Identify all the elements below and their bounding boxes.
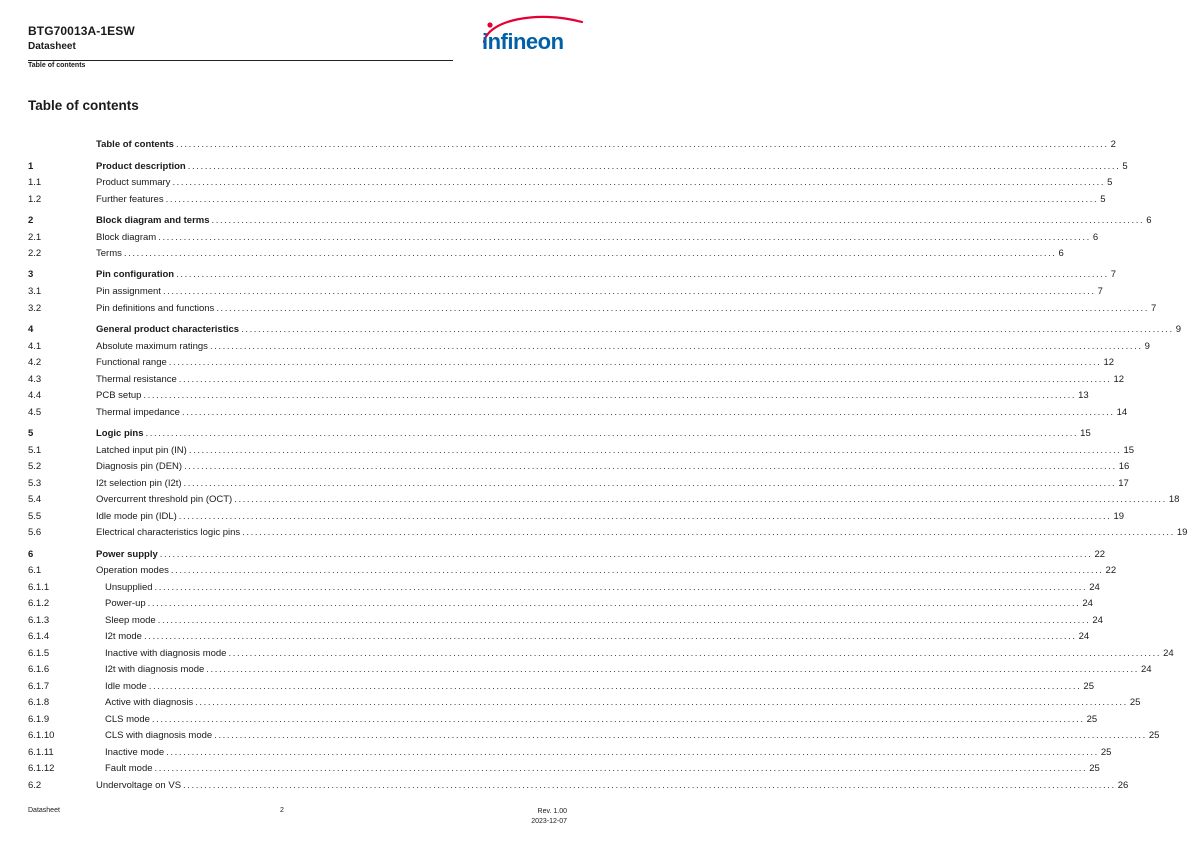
toc-entry[interactable] xyxy=(28,779,1129,792)
toc-entry-title: Functional range xyxy=(96,357,167,368)
toc-leader-dots: ............................................................................................................................................................................................................................ xyxy=(187,161,1121,172)
toc-entry-number: 6 xyxy=(28,549,34,560)
toc-leader-dots: ............................................................................................................................................................................................................................ xyxy=(123,248,1057,259)
toc-entry-title: Sleep mode xyxy=(105,615,156,626)
toc-entry[interactable] xyxy=(28,597,1093,610)
toc-entry[interactable] xyxy=(28,373,1125,386)
toc-leader-dots: ............................................................................................................................................................................................................................ xyxy=(158,232,1091,243)
toc-entry-number: 4.2 xyxy=(28,357,42,368)
toc-leader-dots: ............................................................................................................................................................................................................................ xyxy=(241,324,1174,335)
toc-leader-dots: ............................................................................................................................................................................................................................ xyxy=(242,527,1175,538)
toc-entry-page: 25 xyxy=(1100,747,1112,758)
toc-leader-dots: ............................................................................................................................................................................................................................ xyxy=(172,177,1106,188)
toc-entry-number: 4.3 xyxy=(28,374,42,385)
toc-entry[interactable] xyxy=(28,214,1152,227)
toc-entry-number: 6.1.7 xyxy=(28,681,50,692)
toc-leader-dots: ............................................................................................................................................................................................................................ xyxy=(183,478,1117,489)
toc-entry-number: 3.1 xyxy=(28,286,42,297)
toc-entry[interactable] xyxy=(28,444,1135,457)
toc-entry-title: Table of contents xyxy=(96,139,174,150)
toc-entry-page: 15 xyxy=(1080,428,1091,439)
toc-entry-number: 5.1 xyxy=(28,445,42,456)
toc-entry-number: 1 xyxy=(28,161,34,172)
toc-entry[interactable] xyxy=(28,460,1130,473)
toc-entry-page: 19 xyxy=(1176,527,1187,538)
toc-leader-dots: ............................................................................................................................................................................................................................ xyxy=(148,681,1082,692)
toc-entry-title: Undervoltage on VS xyxy=(96,780,182,791)
toc-entry-title: Unsupplied xyxy=(105,582,153,593)
toc-entry-page: 22 xyxy=(1094,549,1106,560)
toc-entry-page: 24 xyxy=(1089,582,1100,593)
toc-entry-number: 4.4 xyxy=(28,390,42,401)
toc-leader-dots: ............................................................................................................................................................................................................................ xyxy=(211,215,1145,226)
toc-leader-dots: ............................................................................................................................................................................................................................ xyxy=(183,780,1116,791)
toc-entry[interactable] xyxy=(28,231,1099,244)
toc-entry-page: 13 xyxy=(1078,390,1089,401)
toc-entry-title: I2t selection pin (I2t) xyxy=(96,478,182,489)
footer-doc-type: Datasheet xyxy=(28,807,60,814)
toc-entry-number: 6.1.5 xyxy=(28,648,50,659)
toc-entry[interactable] xyxy=(28,493,1180,506)
toc-entry[interactable] xyxy=(28,696,1141,709)
footer-revision: Rev. 1.00 xyxy=(537,808,567,815)
toc-entry[interactable] xyxy=(28,548,1106,561)
svg-text:infineon: infineon xyxy=(482,29,564,54)
toc-entry-title: Inactive mode xyxy=(105,747,165,758)
toc-entry-number: 6.1.1 xyxy=(28,582,50,593)
toc-entry[interactable] xyxy=(28,526,1187,539)
toc-entry-title: Block diagram and terms xyxy=(96,215,210,226)
toc-entry[interactable] xyxy=(28,647,1174,660)
toc-entry[interactable] xyxy=(28,564,1117,577)
toc-entry-title: Logic pins xyxy=(96,428,144,439)
toc-entry-title: Product description xyxy=(96,161,186,172)
toc-entry[interactable] xyxy=(28,389,1089,402)
toc-entry-page: 6 xyxy=(1092,232,1099,243)
toc-leader-dots: ............................................................................................................................................................................................................................ xyxy=(195,697,1128,708)
toc-entry-title: Thermal resistance xyxy=(96,374,177,385)
toc-entry[interactable] xyxy=(28,160,1128,173)
toc-leader-dots: ............................................................................................................................................................................................................................ xyxy=(234,494,1167,505)
footer-page-number: 2 xyxy=(280,807,284,814)
toc-entry-title: Terms xyxy=(96,248,122,259)
page-title: Table of contents xyxy=(28,98,139,113)
toc-entry[interactable] xyxy=(28,663,1152,676)
toc-entry-page: 24 xyxy=(1140,664,1152,675)
toc-entry-number: 6.1.6 xyxy=(28,664,50,675)
toc-leader-dots: ............................................................................................................................................................................................................................ xyxy=(178,374,1112,385)
toc-entry[interactable] xyxy=(28,285,1103,298)
toc-entry[interactable] xyxy=(28,356,1115,369)
footer-date: 2023-12-07 xyxy=(531,818,567,825)
toc-entry-page: 24 xyxy=(1163,648,1174,659)
toc-entry-page: 7 xyxy=(1150,303,1157,314)
toc-entry-page: 12 xyxy=(1103,357,1115,368)
toc-entry-page: 24 xyxy=(1092,615,1103,626)
toc-entry-title: Block diagram xyxy=(96,232,157,243)
toc-leader-dots: ............................................................................................................................................................................................................................ xyxy=(181,407,1115,418)
toc-entry[interactable] xyxy=(28,581,1100,594)
toc-entry-number: 4.5 xyxy=(28,407,42,418)
toc-leader-dots: ............................................................................................................................................................................................................................ xyxy=(214,730,1147,741)
toc-entry[interactable] xyxy=(28,713,1098,726)
toc-entry-page: 7 xyxy=(1097,286,1103,297)
toc-entry-page: 6 xyxy=(1146,215,1152,226)
toc-leader-dots: ............................................................................................................................................................................................................................ xyxy=(188,445,1122,456)
toc-leader-dots: ............................................................................................................................................................................................................................ xyxy=(147,598,1081,609)
document-product-name: BTG70013A-1ESW xyxy=(28,24,135,38)
toc-entry-title: Idle mode xyxy=(105,681,147,692)
toc-entry-number: 6.1.3 xyxy=(28,615,50,626)
toc-entry-title: Thermal impedance xyxy=(96,407,180,418)
toc-entry-page: 2 xyxy=(1110,139,1116,150)
toc-entry-page: 17 xyxy=(1118,478,1129,489)
toc-leader-dots: ............................................................................................................................................................................................................................ xyxy=(228,648,1162,659)
toc-entry-title: Idle mode pin (IDL) xyxy=(96,511,177,522)
toc-entry-number: 6.1 xyxy=(28,565,42,576)
toc-entry-page: 18 xyxy=(1168,494,1180,505)
toc-entry-number: 6.2 xyxy=(28,780,42,791)
toc-leader-dots: ............................................................................................................................................................................................................................ xyxy=(168,357,1102,368)
toc-entry-number: 2 xyxy=(28,215,34,226)
toc-entry[interactable] xyxy=(28,247,1064,260)
footer-revision-block xyxy=(531,807,567,827)
toc-entry-page: 6 xyxy=(1058,248,1064,259)
document-type: Datasheet xyxy=(28,41,76,52)
toc-entry-title: Active with diagnosis xyxy=(105,697,194,708)
toc-entry-title: I2t with diagnosis mode xyxy=(105,664,205,675)
toc-entry-number: 4 xyxy=(28,324,34,335)
toc-entry-title: Pin configuration xyxy=(96,269,175,280)
toc-entry-title: Diagnosis pin (DEN) xyxy=(96,461,183,472)
header-section-name: Table of contents xyxy=(28,62,86,69)
toc-leader-dots: ............................................................................................................................................................................................................................ xyxy=(162,286,1096,297)
toc-entry-number: 5.6 xyxy=(28,527,42,538)
toc-leader-dots: ............................................................................................................................................................................................................................ xyxy=(151,714,1085,725)
toc-entry-page: 12 xyxy=(1113,374,1125,385)
toc-entry-title: General product characteristics xyxy=(96,324,240,335)
toc-leader-dots: ............................................................................................................................................................................................................................ xyxy=(143,631,1077,642)
toc-leader-dots: ............................................................................................................................................................................................................................ xyxy=(209,341,1143,352)
toc-entry-title: Product summary xyxy=(96,177,171,188)
toc-entry-page: 25 xyxy=(1148,730,1160,741)
toc-entry-title: Electrical characteristics logic pins xyxy=(96,527,241,538)
toc-entry-page: 19 xyxy=(1113,511,1125,522)
toc-entry-number: 5.5 xyxy=(28,511,42,522)
toc-entry[interactable] xyxy=(28,323,1182,336)
toc-entry-title: Power supply xyxy=(96,549,158,560)
toc-entry-number: 5.4 xyxy=(28,494,42,505)
toc-entry-number: 3.2 xyxy=(28,303,42,314)
toc-entry-page: 14 xyxy=(1116,407,1128,418)
toc-entry[interactable] xyxy=(28,762,1100,775)
toc-leader-dots: ............................................................................................................................................................................................................................ xyxy=(216,303,1149,314)
toc-entry[interactable] xyxy=(28,510,1125,523)
toc-entry-title: Further features xyxy=(96,194,164,205)
toc-entry[interactable] xyxy=(28,268,1117,281)
toc-entry[interactable] xyxy=(28,302,1157,315)
toc-entry-number: 6.1.9 xyxy=(28,714,50,725)
toc-entry-number: 6.1.10 xyxy=(28,730,55,741)
toc-entry-number: 2.2 xyxy=(28,248,42,259)
toc-entry-title: Latched input pin (IN) xyxy=(96,445,187,456)
toc-leader-dots: ............................................................................................................................................................................................................................ xyxy=(170,565,1104,576)
toc-leader-dots: ............................................................................................................................................................................................................................ xyxy=(165,194,1099,205)
toc-entry[interactable] xyxy=(28,729,1160,742)
toc-entry-number: 2.1 xyxy=(28,232,42,243)
toc-entry[interactable] xyxy=(28,340,1150,353)
toc-entry[interactable] xyxy=(28,176,1113,189)
toc-entry-title: Overcurrent threshold pin (OCT) xyxy=(96,494,233,505)
toc-leader-dots: ............................................................................................................................................................................................................................ xyxy=(166,747,1099,758)
toc-entry-page: 5 xyxy=(1122,161,1128,172)
toc-entry-page: 25 xyxy=(1089,763,1100,774)
toc-entry-title: PCB setup xyxy=(96,390,142,401)
toc-leader-dots: ............................................................................................................................................................................................................................ xyxy=(154,582,1088,593)
toc-entry-page: 5 xyxy=(1100,194,1106,205)
toc-entry-page: 24 xyxy=(1078,631,1090,642)
toc-entry-title: Pin definitions and functions xyxy=(96,303,215,314)
toc-entry-number: 4.1 xyxy=(28,341,42,352)
toc-entry[interactable] xyxy=(28,746,1112,759)
toc-entry-page: 9 xyxy=(1144,341,1150,352)
toc-entry-page: 9 xyxy=(1175,324,1182,335)
toc-entry-number: 6.1.11 xyxy=(28,747,54,758)
toc-entry[interactable] xyxy=(28,630,1090,643)
toc-entry[interactable] xyxy=(28,193,1106,206)
toc-entry-title: Inactive with diagnosis mode xyxy=(105,648,227,659)
toc-entry-number: 3 xyxy=(28,269,34,280)
toc-entry-page: 26 xyxy=(1117,780,1129,791)
toc-entry-page: 24 xyxy=(1082,598,1093,609)
toc-entry-number: 6.1.12 xyxy=(28,763,55,774)
toc-entry[interactable] xyxy=(28,427,1091,440)
toc-leader-dots: ............................................................................................................................................................................................................................ xyxy=(175,139,1109,150)
toc-entry-page: 22 xyxy=(1105,565,1117,576)
toc-entry[interactable] xyxy=(28,138,1116,151)
toc-leader-dots: ............................................................................................................................................................................................................................ xyxy=(157,615,1091,626)
toc-entry-number: 1.2 xyxy=(28,194,42,205)
toc-leader-dots: ............................................................................................................................................................................................................................ xyxy=(143,390,1077,401)
toc-entry-page: 25 xyxy=(1086,714,1098,725)
toc-leader-dots: ............................................................................................................................................................................................................................ xyxy=(178,511,1112,522)
toc-entry-number: 6.1.2 xyxy=(28,598,50,609)
toc-entry-number: 5.2 xyxy=(28,461,42,472)
toc-entry-title: Absolute maximum ratings xyxy=(96,341,208,352)
toc-entry[interactable] xyxy=(28,614,1103,627)
toc-leader-dots: ............................................................................................................................................................................................................................ xyxy=(184,461,1117,472)
toc-entry-title: Operation modes xyxy=(96,565,169,576)
toc-entry-page: 25 xyxy=(1083,681,1094,692)
toc-entry-page: 16 xyxy=(1118,461,1130,472)
toc-entry-number: 6.1.4 xyxy=(28,631,50,642)
toc-entry[interactable] xyxy=(28,477,1129,490)
toc-entry-title: Power-up xyxy=(105,598,146,609)
toc-entry-title: Fault mode xyxy=(105,763,153,774)
toc-entry[interactable] xyxy=(28,406,1128,419)
toc-entry-number: 1.1 xyxy=(28,177,42,188)
toc-entry-page: 15 xyxy=(1123,445,1135,456)
toc-entry-title: Pin assignment xyxy=(96,286,161,297)
toc-entry[interactable] xyxy=(28,680,1094,693)
toc-leader-dots: ............................................................................................................................................................................................................................ xyxy=(159,549,1093,560)
toc-entry-number: 5.3 xyxy=(28,478,42,489)
toc-entry-title: CLS with diagnosis mode xyxy=(105,730,213,741)
toc-leader-dots: ............................................................................................................................................................................................................................ xyxy=(145,428,1079,439)
toc-entry-number: 5 xyxy=(28,428,34,439)
toc-leader-dots: ............................................................................................................................................................................................................................ xyxy=(206,664,1139,675)
toc-leader-dots: ............................................................................................................................................................................................................................ xyxy=(154,763,1088,774)
toc-entry-page: 25 xyxy=(1129,697,1141,708)
toc-entry-number: 6.1.8 xyxy=(28,697,50,708)
toc-entry-page: 5 xyxy=(1107,177,1113,188)
toc-leader-dots: ............................................................................................................................................................................................................................ xyxy=(176,269,1109,280)
toc-entry-page: 7 xyxy=(1110,269,1117,280)
toc-entry-title: I2t mode xyxy=(105,631,142,642)
toc-entry-title: CLS mode xyxy=(105,714,150,725)
